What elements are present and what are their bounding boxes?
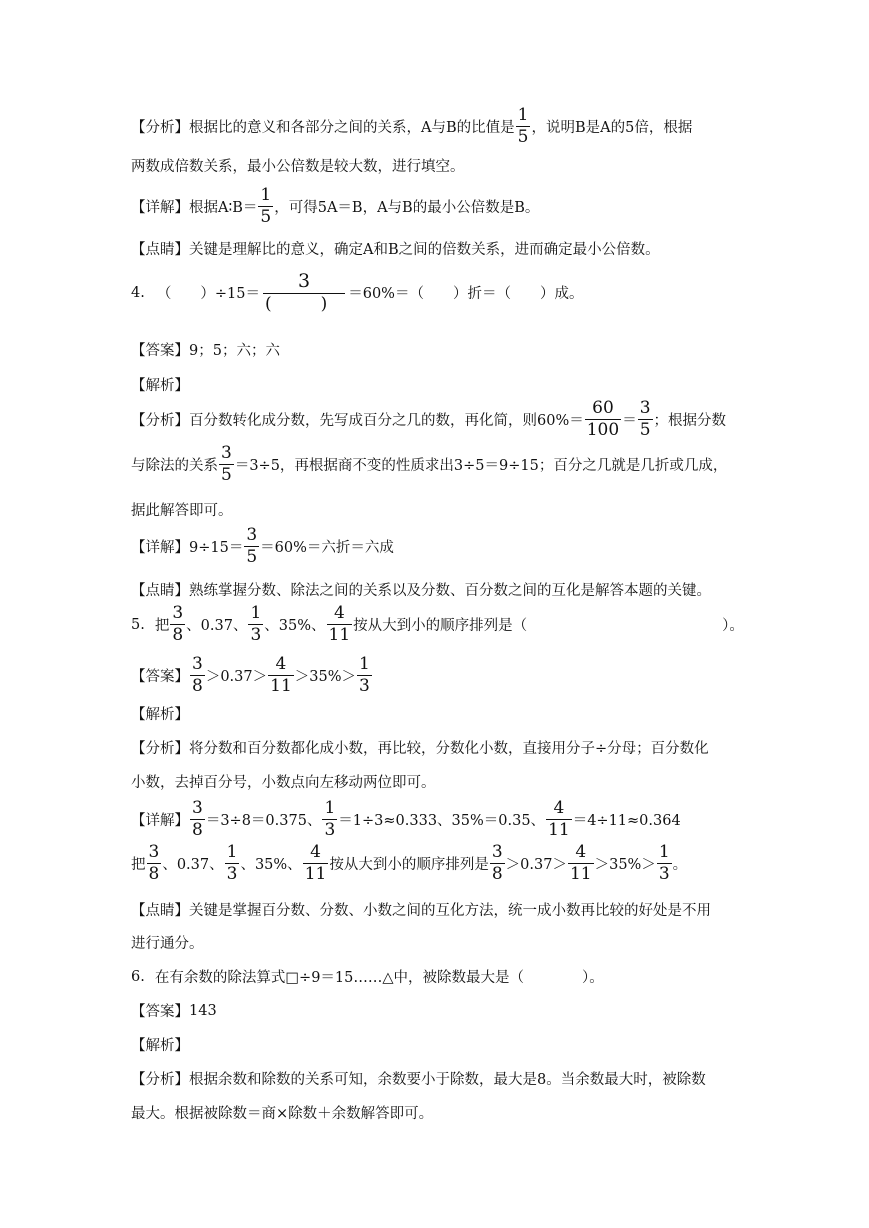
fraction: $\frac{4}{11}$ <box>270 654 292 696</box>
analysis-5-line-2: 小数，去掉百分号，小数点向左移动两位即可。 <box>131 775 436 791</box>
jiexi-6: 【解析】 <box>131 1038 189 1054</box>
fraction: $\frac{4}{11}$ <box>304 842 327 884</box>
analysis-4-line-2: 与除法的关系 $\frac{3}{5}$ ＝3÷5，再根据商不变的性质求出3÷5＝9÷15；百分之几就是几折或几成， <box>131 443 728 485</box>
fraction: $\frac{1}{3}$ <box>226 842 238 884</box>
answer-6: 【答案】 143 <box>131 1002 217 1020</box>
fraction: $\frac{4}{11}$ <box>569 842 592 884</box>
detail-line: 【详解】 根据A∶B＝ $\frac{1}{5}$ ，可得5A＝B，A与B的最小公倍数是B。 <box>131 185 540 227</box>
fraction: $\frac{1}{3}$ <box>658 842 670 884</box>
answer-5: 【答案】 $\frac{3}{8}$ ＞0.37＞ $\frac{4}{11}$ ＞35%＞ $\frac{1}{3}$ <box>131 654 370 696</box>
fraction: $\frac{3}{5}$ <box>221 443 232 485</box>
fraction: $\frac{3}{( )}$ <box>264 270 344 314</box>
fraction: $\frac{3}{5}$ <box>246 525 258 567</box>
question-4: 4. （ ）÷15＝ $\frac{3}{( )}$ ＝60%＝（ ）折＝（ ）成。 <box>131 270 584 314</box>
fraction: $\frac{60}{100}$ <box>586 398 620 440</box>
fraction: $\frac{1}{3}$ <box>250 603 262 645</box>
analysis-4-line-3: 据此解答即可。 <box>131 503 233 519</box>
fraction: $\frac{3}{8}$ <box>491 842 503 884</box>
analysis-4-line-1: 【分析】 百分数转化成分数，先写成百分之几的数，再化简，则60%＝ $\frac{60}{100}$ ＝ $\frac{3}{5}$ ；根据分数 <box>131 398 727 440</box>
fraction: $\frac{4}{11}$ <box>548 798 570 840</box>
detail-5: 【详解】 $\frac{3}{8}$ ＝3÷8＝0.375、 $\frac{1}{3}$ ＝1÷3≈0.333、35%＝0.35、 $\frac{4}{11}$ ＝4÷11≈0.364 <box>131 798 681 840</box>
key-point-5-line-1: 【点睛】 关键是掌握百分数、分数、小数之间的互化方法，统一成小数再比较的好处是不用 <box>131 903 711 919</box>
analysis-5-line-1: 【分析】 将分数和百分数都化成小数，再比较，分数化小数，直接用分子÷分母；百分数化 <box>131 741 709 757</box>
fraction: $\frac{4}{11}$ <box>328 603 351 645</box>
analysis-line-2: 两数成倍数关系，最小公倍数是较大数，进行填空。 <box>131 159 465 175</box>
fraction: $\frac{3}{5}$ <box>639 398 651 440</box>
question-6: 6. 在有余数的除法算式□÷9＝15……△中，被除数最大是（ ）。 <box>131 968 604 986</box>
answer-4: 【答案】 9；5；六；六 <box>131 343 280 359</box>
jiexi-5: 【解析】 <box>131 707 189 723</box>
analysis-6-line-2: 最大。根据被除数＝商×除数＋余数解答即可。 <box>131 1106 434 1122</box>
tag: 【分析】 <box>131 120 189 136</box>
detail-5-line-2: 把 $\frac{3}{8}$ 、0.37、 $\frac{1}{3}$ 、35%、 $\frac{4}{11}$ 按从大到小的顺序排列是 $\frac{3}{8}$ ＞0.37＞ $\frac{4}{11}$ ＞35%＞ $\frac{1}{3}$ 。 <box>131 842 688 884</box>
key-point-4: 【点睛】 熟练掌握分数、除法之间的关系以及分数、百分数之间的互化是解答本题的关键。 <box>131 583 711 599</box>
detail-4: 【详解】 9÷15＝ $\frac{3}{5}$ ＝60%＝六折＝六成 <box>131 525 394 567</box>
fraction: $\frac{3}{8}$ <box>192 798 203 840</box>
fraction: $\frac{3}{8}$ <box>192 654 203 696</box>
analysis-line-1: 【分析】 根据比的意义和各部分之间的关系，A与B的比值是 $\frac{1}{5}$ ，说明B是A的5倍，根据 <box>131 105 693 147</box>
fraction: $\frac{1}{5}$ <box>260 185 272 227</box>
key-point-line: 【点睛】 关键是理解比的意义，确定A和B之间的倍数关系，进而确定最小公倍数。 <box>131 242 660 258</box>
question-5: 5. 把 $\frac{3}{8}$ 、0.37、 $\frac{1}{3}$ 、35%、 $\frac{4}{11}$ 按从大到小的顺序排列是（ ）。 <box>131 603 744 645</box>
fraction: $\frac{3}{8}$ <box>172 603 184 645</box>
key-point-5-line-2: 进行通分。 <box>131 936 204 952</box>
fraction: $\frac{1}{5}$ <box>517 105 529 147</box>
fraction: $\frac{3}{8}$ <box>148 842 160 884</box>
jiexi-4: 【解析】 <box>131 378 189 394</box>
fraction: $\frac{1}{3}$ <box>324 798 336 840</box>
fraction: $\frac{1}{3}$ <box>359 654 370 696</box>
analysis-6-line-1: 【分析】 根据余数和除数的关系可知，余数要小于除数，最大是8。当余数最大时，被除数 <box>131 1072 706 1088</box>
